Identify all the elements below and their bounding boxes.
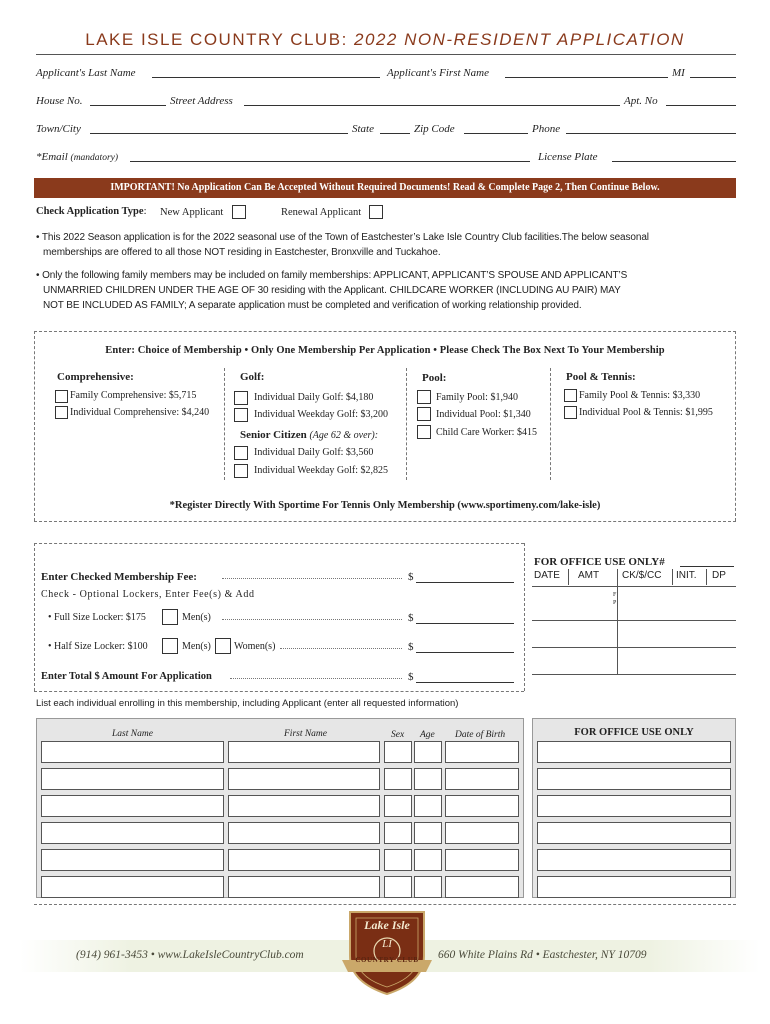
membership-top-border — [34, 331, 736, 332]
house-no-label: House No. — [36, 95, 83, 107]
office-col-divider — [672, 569, 673, 585]
dollar-sign: $ — [408, 571, 414, 583]
title-colon: : — [341, 30, 348, 49]
email-label — [36, 151, 118, 163]
office-use-row-cell[interactable] — [537, 822, 731, 844]
office-fp-f: F — [613, 592, 617, 598]
senior-citizen-note: (Age 62 & over): — [309, 430, 379, 441]
member-last-name-cell[interactable] — [41, 741, 224, 763]
child-care-worker-checkbox[interactable] — [417, 425, 431, 439]
membership-instruction: Enter: Choice of Membership • Only One Membership Per Application • Please Check The Box Next To Your Membership — [105, 345, 665, 356]
dollar-sign: $ — [408, 641, 414, 653]
senior-daily-golf-checkbox[interactable] — [234, 446, 248, 460]
membership-left-border — [34, 331, 35, 521]
office-col-init: INIT. — [676, 570, 697, 581]
member-sex-cell[interactable] — [384, 795, 412, 817]
family-comprehensive-label: Family Comprehensive: $5,715 — [70, 390, 197, 401]
individual-daily-golf-label: Individual Daily Golf: $4,180 — [254, 392, 374, 403]
dollar-sign: $ — [408, 671, 414, 683]
member-age-cell[interactable] — [414, 876, 442, 898]
office-col-divider — [617, 569, 618, 674]
member-first-name-cell[interactable] — [228, 849, 380, 871]
member-age-cell[interactable] — [414, 768, 442, 790]
member-sex-cell[interactable] — [384, 876, 412, 898]
mi-label: MI — [672, 67, 685, 79]
family-comprehensive-checkbox[interactable] — [55, 390, 68, 403]
family-pool-tennis-checkbox[interactable] — [564, 389, 577, 402]
member-sex-cell[interactable] — [384, 849, 412, 871]
member-sex-cell[interactable] — [384, 822, 412, 844]
town-label: Town/City — [36, 123, 81, 135]
mi-field[interactable] — [690, 77, 736, 78]
pool-tennis-title: Pool & Tennis: — [566, 371, 636, 383]
office-row-line — [532, 620, 736, 621]
individual-pool-label: Individual Pool: $1,340 — [436, 409, 531, 420]
first-name-label: Applicant's First Name — [387, 67, 489, 79]
tennis-register-note: *Register Directly With Sportime For Tennis Only Membership (www.sportimeny.com/lake-isle) — [169, 500, 601, 511]
office-use-row-cell[interactable] — [537, 849, 731, 871]
member-first-name-cell[interactable] — [228, 795, 380, 817]
office-row-line — [532, 674, 736, 675]
member-last-name-cell[interactable] — [41, 795, 224, 817]
logo-title: Lake Isle — [364, 918, 410, 932]
important-text: IMPORTANT! No Application Can Be Accepted Without Required Documents! Read & Complete Page 2, Then Continue Below. — [110, 182, 660, 193]
street-label: Street Address — [170, 95, 233, 107]
application-type-label — [36, 206, 146, 217]
footer-address: 660 White Plains Rd • Eastchester, NY 10709 — [438, 949, 647, 961]
member-age-cell[interactable] — [414, 795, 442, 817]
lockers-note: Check - Optional Lockers, Enter Fee(s) & Add — [41, 589, 255, 600]
new-applicant-label: New Applicant — [160, 207, 224, 218]
member-last-name-cell[interactable] — [41, 822, 224, 844]
dot-leader — [230, 678, 402, 679]
dot-leader — [222, 619, 402, 620]
office-col-check: CK/$/CC — [622, 570, 662, 581]
email-field[interactable] — [130, 161, 530, 162]
town-field[interactable] — [90, 133, 348, 134]
application-type-heading: Check Application Type — [36, 206, 144, 217]
family-pool-label: Family Pool: $1,940 — [436, 392, 518, 403]
fees-right-border — [524, 543, 525, 691]
full-locker-mens-checkbox[interactable] — [162, 609, 178, 625]
state-label: State — [352, 123, 374, 135]
family-bullet — [36, 268, 627, 313]
member-dob-cell[interactable] — [445, 876, 519, 898]
email-label-text: *Email — [36, 151, 68, 163]
member-age-cell[interactable] — [414, 822, 442, 844]
pool-title: Pool: — [422, 372, 447, 384]
fees-top-border — [34, 543, 524, 544]
office-row-line — [532, 586, 736, 587]
member-last-name-cell[interactable] — [41, 876, 224, 898]
member-sex-cell[interactable] — [384, 741, 412, 763]
senior-weekday-golf-checkbox[interactable] — [234, 464, 248, 478]
bullet-line: NOT BE INCLUDED AS FAMILY; A separate application must be completed and verification of working relationship provided. — [43, 300, 582, 311]
phone-field[interactable] — [566, 133, 736, 134]
member-dob-cell[interactable] — [445, 795, 519, 817]
first-name-field[interactable] — [505, 77, 668, 78]
office-use-row-cell[interactable] — [537, 768, 731, 790]
new-applicant-checkbox[interactable] — [232, 205, 246, 219]
zip-label: Zip Code — [414, 123, 455, 135]
season-bullet — [36, 230, 649, 260]
members-header-dob: Date of Birth — [455, 730, 506, 740]
individual-comprehensive-checkbox[interactable] — [55, 406, 68, 419]
senior-weekday-golf-label: Individual Weekday Golf: $2,825 — [254, 465, 388, 476]
page-title — [0, 30, 770, 50]
member-dob-cell[interactable] — [445, 822, 519, 844]
member-dob-cell[interactable] — [445, 849, 519, 871]
header-rule — [36, 54, 736, 55]
application-type-colon: : — [143, 206, 147, 217]
license-plate-label: License Plate — [538, 151, 598, 163]
office-row-line — [532, 647, 736, 648]
member-last-name-cell[interactable] — [41, 768, 224, 790]
office-use-row-cell[interactable] — [537, 795, 731, 817]
dot-leader — [280, 648, 402, 649]
apt-field[interactable] — [666, 105, 736, 106]
last-name-field[interactable] — [152, 77, 380, 78]
senior-citizen-heading: Senior Citizen — [240, 429, 307, 441]
senior-citizen-title — [240, 429, 378, 441]
phone-label: Phone — [532, 123, 561, 135]
member-dob-cell[interactable] — [445, 741, 519, 763]
bullet-line: memberships are offered to all those NOT residing in Eastchester, Bronxville and Tuckahoe. — [43, 247, 441, 258]
member-age-cell[interactable] — [414, 741, 442, 763]
dot-leader — [222, 578, 402, 579]
club-name: LAKE ISLE COUNTRY CLUB — [85, 30, 342, 49]
office-use-row-cell[interactable] — [537, 741, 731, 763]
logo-monogram: LI — [382, 938, 392, 950]
street-field[interactable] — [244, 105, 620, 106]
office-col-dp: DP — [712, 570, 726, 581]
half-locker-womens-checkbox[interactable] — [215, 638, 231, 654]
members-intro: List each individual enrolling in this membership, including Applicant (enter all requested information) — [36, 698, 459, 709]
half-locker-fee-field[interactable] — [416, 652, 514, 653]
individual-daily-golf-checkbox[interactable] — [234, 391, 248, 405]
membership-fee-label: Enter Checked Membership Fee: — [41, 571, 197, 583]
state-field[interactable] — [380, 133, 410, 134]
important-banner — [34, 178, 736, 198]
member-dob-cell[interactable] — [445, 768, 519, 790]
email-mandatory-note: (mandatory) — [70, 153, 119, 163]
half-locker-label: • Half Size Locker: $100 — [48, 641, 148, 652]
individual-weekday-golf-checkbox[interactable] — [234, 408, 248, 422]
office-fp-p: P — [613, 600, 617, 606]
renewal-applicant-checkbox[interactable] — [369, 205, 383, 219]
membership-fee-field[interactable] — [416, 582, 514, 583]
office-col-amt: AMT — [578, 570, 600, 581]
column-divider — [550, 368, 551, 480]
footer-contact: (914) 961-3453 • www.LakeIsleCountryClub.com — [76, 949, 304, 961]
child-care-worker-label: Child Care Worker: $415 — [436, 427, 537, 438]
member-first-name-cell[interactable] — [228, 876, 380, 898]
member-sex-cell[interactable] — [384, 768, 412, 790]
apt-label: Apt. No — [624, 95, 658, 107]
membership-right-border — [735, 331, 736, 521]
last-name-label: Applicant's Last Name — [36, 67, 136, 79]
member-first-name-cell[interactable] — [228, 768, 380, 790]
senior-daily-golf-label: Individual Daily Golf: $3,560 — [254, 447, 374, 458]
application-subtitle: 2022 NON-RESIDENT APPLICATION — [354, 30, 685, 49]
dollar-sign: $ — [408, 612, 414, 624]
family-pool-tennis-label: Family Pool & Tennis: $3,330 — [579, 390, 701, 401]
individual-pool-tennis-label: Individual Pool & Tennis: $1,995 — [579, 407, 713, 418]
members-header-age: Age — [420, 730, 435, 740]
total-amount-field[interactable] — [416, 682, 514, 683]
zip-field[interactable] — [464, 133, 528, 134]
logo-subtitle: COUNTRY CLUB — [355, 956, 419, 964]
member-first-name-cell[interactable] — [228, 822, 380, 844]
fees-bottom-border — [34, 691, 524, 692]
comprehensive-title: Comprehensive: — [57, 371, 134, 383]
members-header-first-name: First Name — [284, 729, 328, 739]
fees-left-border — [34, 543, 35, 691]
half-locker-mens-label: Men(s) — [182, 641, 211, 652]
full-locker-fee-field[interactable] — [416, 623, 514, 624]
members-office-title: FOR OFFICE USE ONLY — [574, 727, 694, 738]
bullet-line: • This 2022 Season application is for the 2022 seasonal use of the Town of Eastchester’s Lake Isle Country Club facilities.The below seasonal — [36, 232, 649, 243]
club-logo — [340, 906, 434, 996]
member-last-name-cell[interactable] — [41, 849, 224, 871]
member-first-name-cell[interactable] — [228, 741, 380, 763]
house-no-field[interactable] — [90, 105, 166, 106]
individual-pool-checkbox[interactable] — [417, 407, 431, 421]
office-col-divider — [706, 569, 707, 585]
office-col-divider — [568, 569, 569, 585]
office-col-date: DATE — [534, 570, 560, 581]
family-pool-checkbox[interactable] — [417, 390, 431, 404]
half-locker-mens-checkbox[interactable] — [162, 638, 178, 654]
members-header-last-name: Last Name — [112, 729, 153, 739]
footer-divider — [34, 904, 736, 905]
members-header-sex: Sex — [391, 730, 405, 740]
golf-title: Golf: — [240, 371, 265, 383]
column-divider — [224, 368, 225, 480]
bullet-line: UNMARRIED CHILDREN UNDER THE AGE OF 30 residing with the Applicant. CHILDCARE WORKER (INCLUDING AU PAIR) MAY — [43, 285, 621, 296]
individual-pool-tennis-checkbox[interactable] — [564, 406, 577, 419]
office-use-row-cell[interactable] — [537, 876, 731, 898]
individual-weekday-golf-label: Individual Weekday Golf: $3,200 — [254, 409, 388, 420]
office-use-title: FOR OFFICE USE ONLY# — [534, 556, 665, 568]
total-amount-label: Enter Total $ Amount For Application — [41, 671, 212, 682]
office-use-number-field[interactable] — [680, 566, 734, 567]
bullet-line: • Only the following family members may be included on family memberships: APPLICANT, APPLICANT’S SPOUSE AND APPLICANT’S — [36, 270, 628, 281]
renewal-applicant-label: Renewal Applicant — [281, 207, 362, 218]
membership-bottom-border — [34, 521, 736, 522]
individual-comprehensive-label: Individual Comprehensive: $4,240 — [70, 407, 210, 418]
full-locker-mens-label: Men(s) — [182, 612, 211, 623]
license-plate-field[interactable] — [612, 161, 736, 162]
column-divider — [406, 368, 407, 480]
member-age-cell[interactable] — [414, 849, 442, 871]
half-locker-womens-label: Women(s) — [234, 641, 276, 652]
full-locker-label: • Full Size Locker: $175 — [48, 612, 146, 623]
